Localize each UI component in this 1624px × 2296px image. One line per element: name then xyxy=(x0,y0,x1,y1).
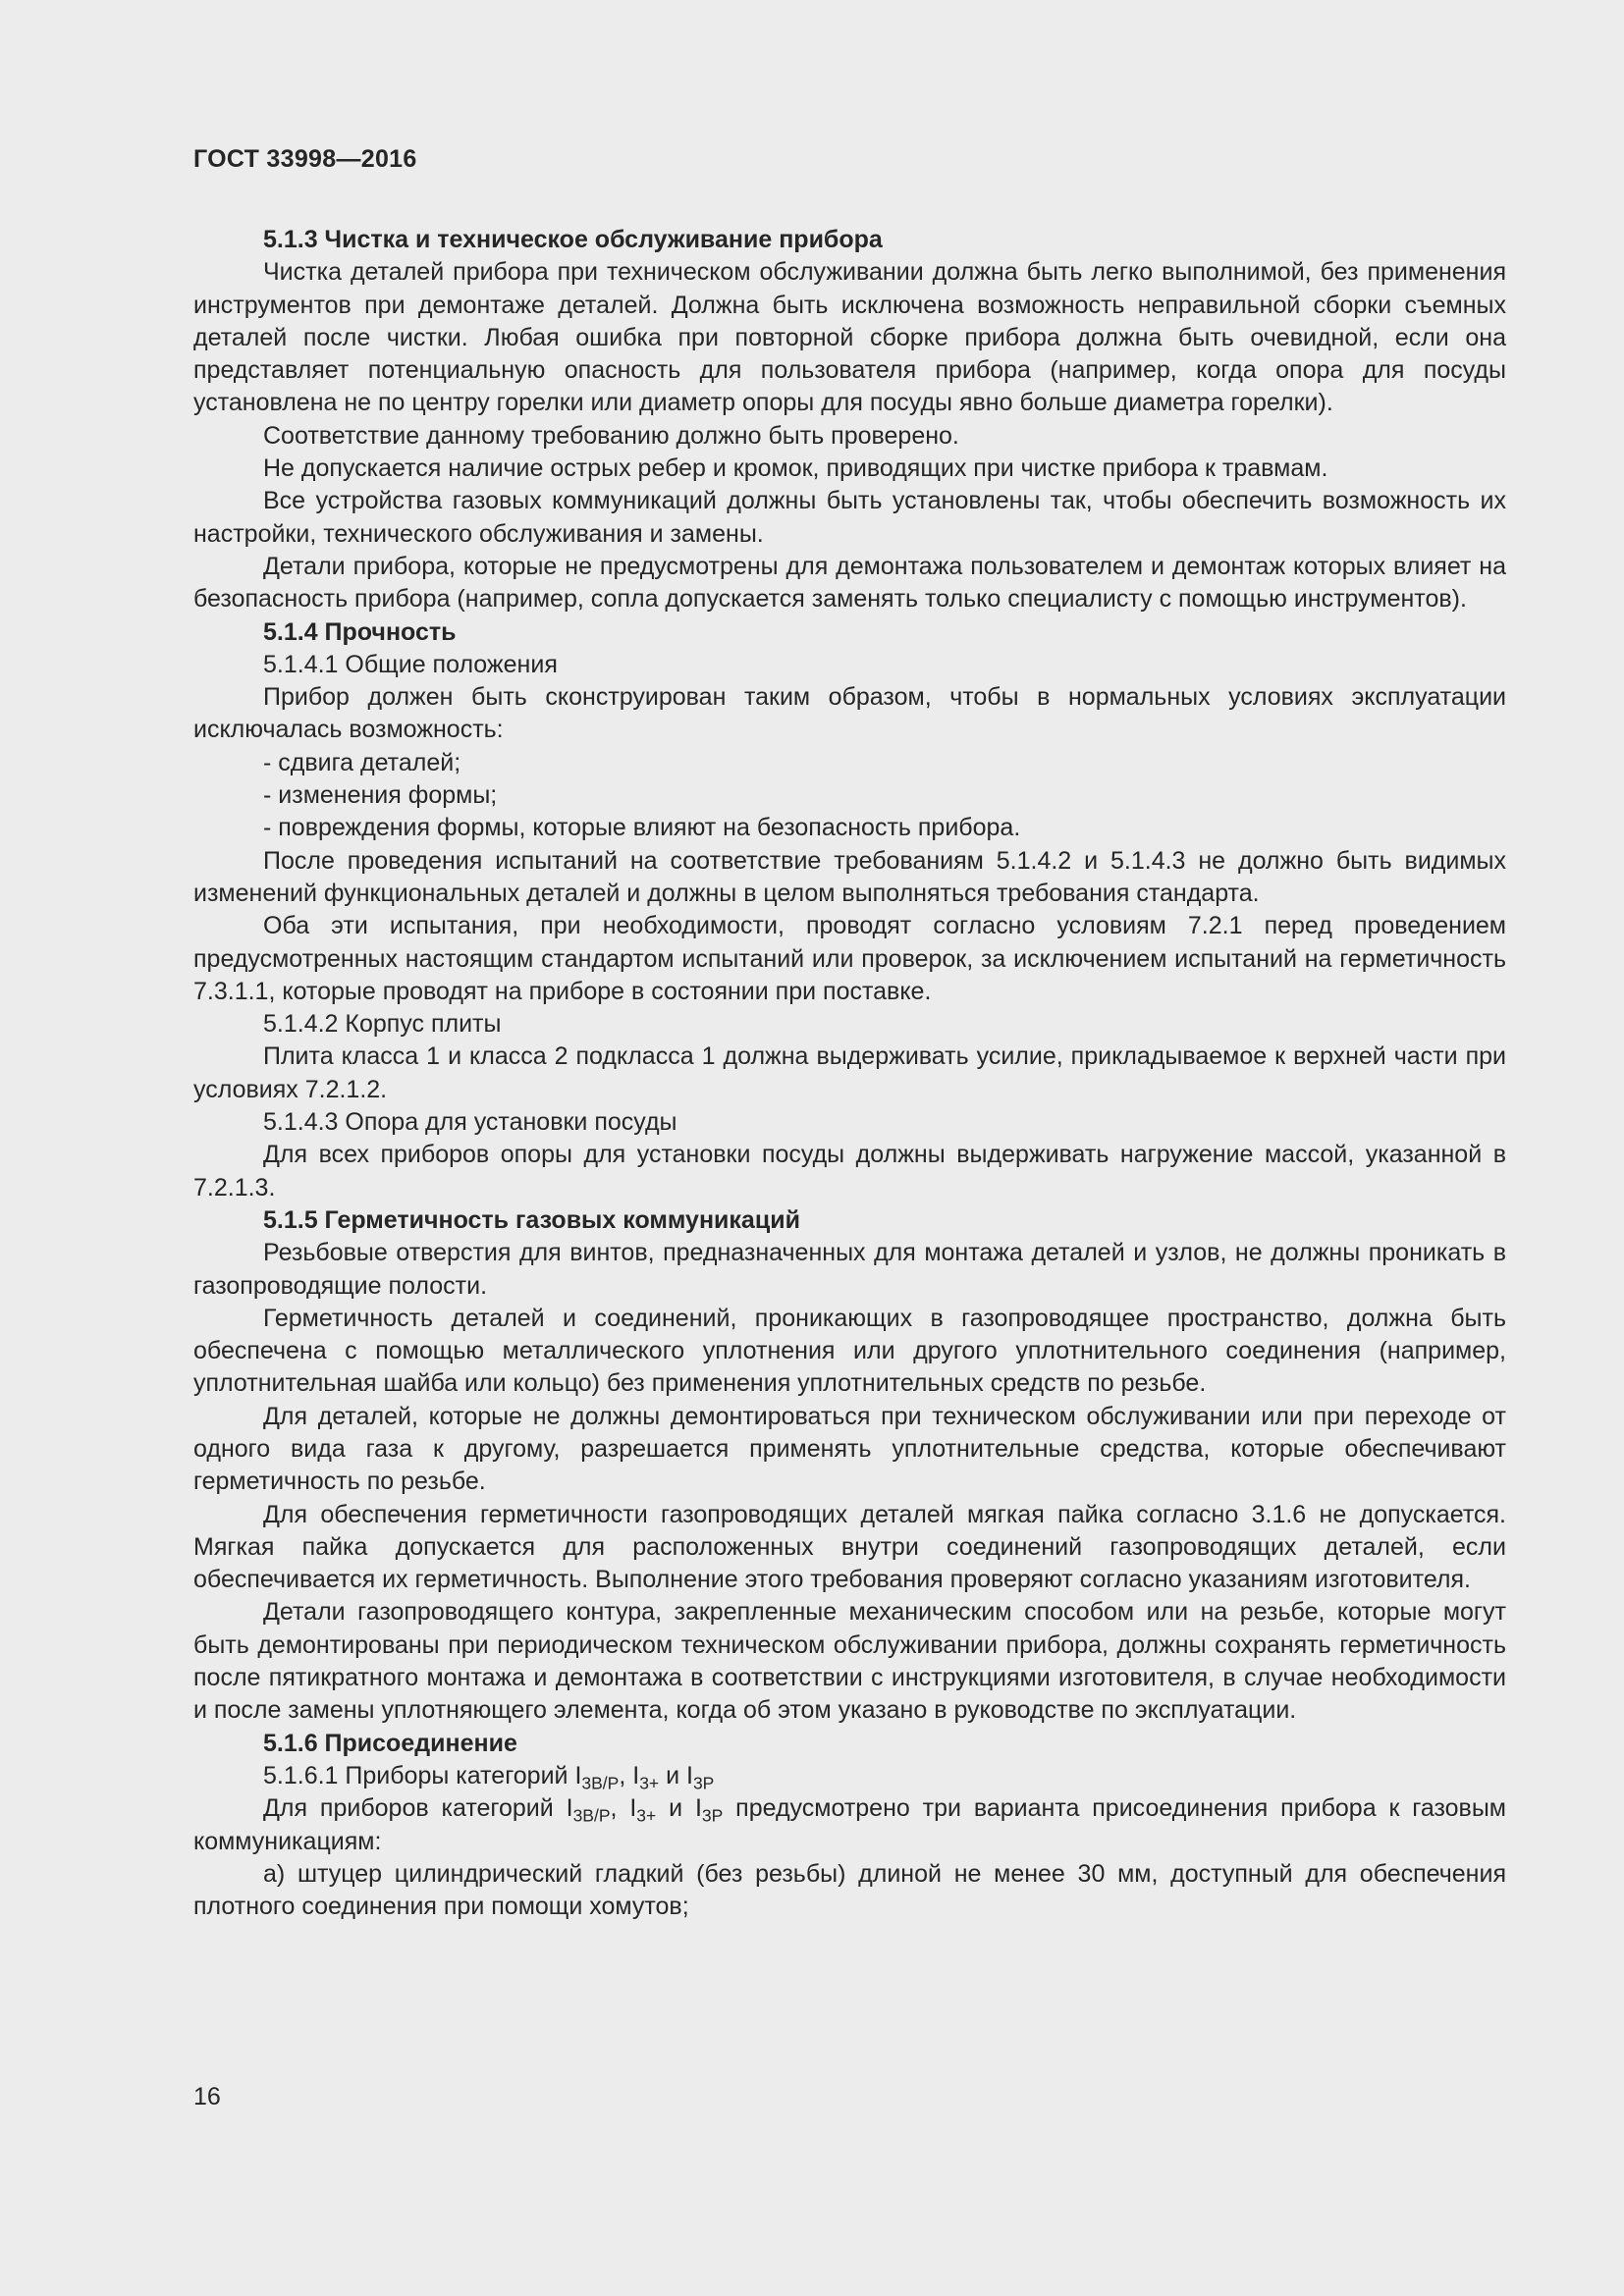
paragraph: Не допускается наличие острых ребер и кромок, приводящих при чистке прибора к травмам. xyxy=(263,454,1328,483)
list-item: - изменения формы; xyxy=(263,781,498,810)
paragraph xyxy=(193,1792,1506,1858)
paragraph: Резьбовые отверстия для винтов, предназначенных для монтажа деталей и узлов, не должны проникать в газопроводящие полости. xyxy=(193,1239,1506,1300)
subscript: 3+ xyxy=(639,1773,660,1793)
subscript: 3P xyxy=(701,1805,724,1826)
subscript: 3+ xyxy=(636,1805,657,1826)
document-header: ГОСТ 33998—2016 xyxy=(193,145,417,173)
paragraph: Для деталей, которые не должны демонтироваться при техническом обслуживании или при переходе от одного вида газа к другому, разрешается применять уплотнительные средства, которые обеспечивают герметичность по резьбе. xyxy=(193,1402,1506,1496)
paragraph: Детали газопроводящего контура, закрепленные механическим способом или на резьбе, которые могут быть демонтированы при периодическом техническом обслуживании прибора, должны сохранять герметичность после пятикратного монтажа и демонтажа в соответствии с инструкциями изготовителя, в случае необходимости и после замены уплотняющего элемента, когда об этом указано в руководстве по эксплуатации. xyxy=(193,1598,1506,1725)
subscript: 3P xyxy=(692,1773,715,1793)
text-segment: , I xyxy=(610,1794,637,1823)
paragraph: Для всех приборов опоры для установки посуды должны выдерживать нагружение массой, указанной в 7.2.1.3. xyxy=(193,1141,1506,1201)
paragraph: После проведения испытаний на соответствие требованиям 5.1.4.2 и 5.1.4.3 не должно быть видимых изменений функциональных деталей и должны в целом выполняться требования стандарта. xyxy=(193,846,1506,907)
subsection-heading-5-1-4-1: 5.1.4.1 Общие положения xyxy=(263,650,558,678)
subsection-heading-5-1-6-1 xyxy=(193,1760,1506,1792)
paragraph: Детали прибора, которые не предусмотрены для демонтажа пользователем и демонтаж которых влияет на безопасность прибора (например, сопла допускается заменять только специалисту с помощью инструментов). xyxy=(193,552,1506,614)
text-segment: 5.1.6.1 Приборы категорий I xyxy=(263,1761,582,1789)
paragraph: Для обеспечения герметичности газопроводящих деталей мягкая пайка согласно 3.1.6 не допускается. Мягкая пайка допускается для расположенных внутри соединений газопроводящих деталей, если обеспечивается их герметичность. Выполнение этого требования проверяют согласно указаниям изготовителя. xyxy=(193,1500,1506,1594)
paragraph: Плита класса 1 и класса 2 подкласса 1 должна выдерживать усилие, прикладываемое к верхней части при условиях 7.2.1.2. xyxy=(193,1042,1506,1103)
section-heading-5-1-6: 5.1.6 Присоединение xyxy=(263,1729,517,1757)
section-heading-5-1-5: 5.1.5 Герметичность газовых коммуникаций xyxy=(263,1205,800,1234)
text-segment: и I xyxy=(656,1794,702,1823)
subsection-heading-5-1-4-2: 5.1.4.2 Корпус плиты xyxy=(263,1010,502,1039)
text-segment: , I xyxy=(619,1761,640,1789)
section-heading-5-1-4: 5.1.4 Прочность xyxy=(263,617,457,646)
paragraph: Герметичность деталей и соединений, проникающих в газопроводящее пространство, должна быть обеспечена с помощью металлического уплотнения или другого уплотнительного соединения (например, уплотнительная шайба или кольцо) без применения уплотнительных средств по резьбе. xyxy=(193,1304,1506,1398)
section-heading-5-1-3: 5.1.3 Чистка и техническое обслуживание прибора xyxy=(263,226,883,253)
document-body xyxy=(193,224,1506,1923)
subscript: 3B/P xyxy=(581,1773,620,1793)
paragraph: Прибор должен быть сконструирован таким образом, чтобы в нормальных условиях эксплуатации исключалась возможность: xyxy=(193,683,1506,744)
subscript: 3B/P xyxy=(572,1805,611,1826)
paragraph: а) штуцер цилиндрический гладкий (без резьбы) длиной не менее 30 мм, доступный для обеспечения плотного соединения при помощи хомутов; xyxy=(193,1859,1506,1921)
page-number: 16 xyxy=(193,2083,221,2110)
text-segment: Для приборов категорий I xyxy=(263,1794,573,1823)
subsection-heading-5-1-4-3: 5.1.4.3 Опора для установки посуды xyxy=(263,1108,677,1137)
list-item: - сдвига деталей; xyxy=(263,748,461,776)
paragraph: Оба эти испытания, при необходимости, проводят согласно условиям 7.2.1 перед проведением предусмотренных настоящим стандартом испытаний или проверок, за исключением испытаний на герметичность 7.3.1.1, которые проводят на приборе в состоянии при поставке. xyxy=(193,912,1506,1005)
list-item: - повреждения формы, которые влияют на безопасность прибора. xyxy=(263,814,1021,842)
paragraph: Соответствие данному требованию должно быть проверено. xyxy=(263,421,959,450)
text-segment: и I xyxy=(659,1761,693,1789)
text-segment: предусмотрено три варианта присоединения прибора к газовым коммуникациям: xyxy=(193,1794,1506,1855)
paragraph: Чистка деталей прибора при техническом обслуживании должна быть легко выполнимой, без применения инструментов при демонтаже деталей. Должна быть исключена возможность неправильной сборки съемных деталей после чистки. Любая ошибка при повторной сборке прибора должна быть очевидной, если она представляет потенциальную опасность для пользователя прибора (например, когда опора для посуды установлена не по центру горелки или диаметр опоры для посуды явно больше диаметра горелки). xyxy=(193,258,1506,417)
paragraph: Все устройства газовых коммуникаций должны быть установлены так, чтобы обеспечить возможность их настройки, технического обслуживания и замены. xyxy=(193,487,1506,548)
